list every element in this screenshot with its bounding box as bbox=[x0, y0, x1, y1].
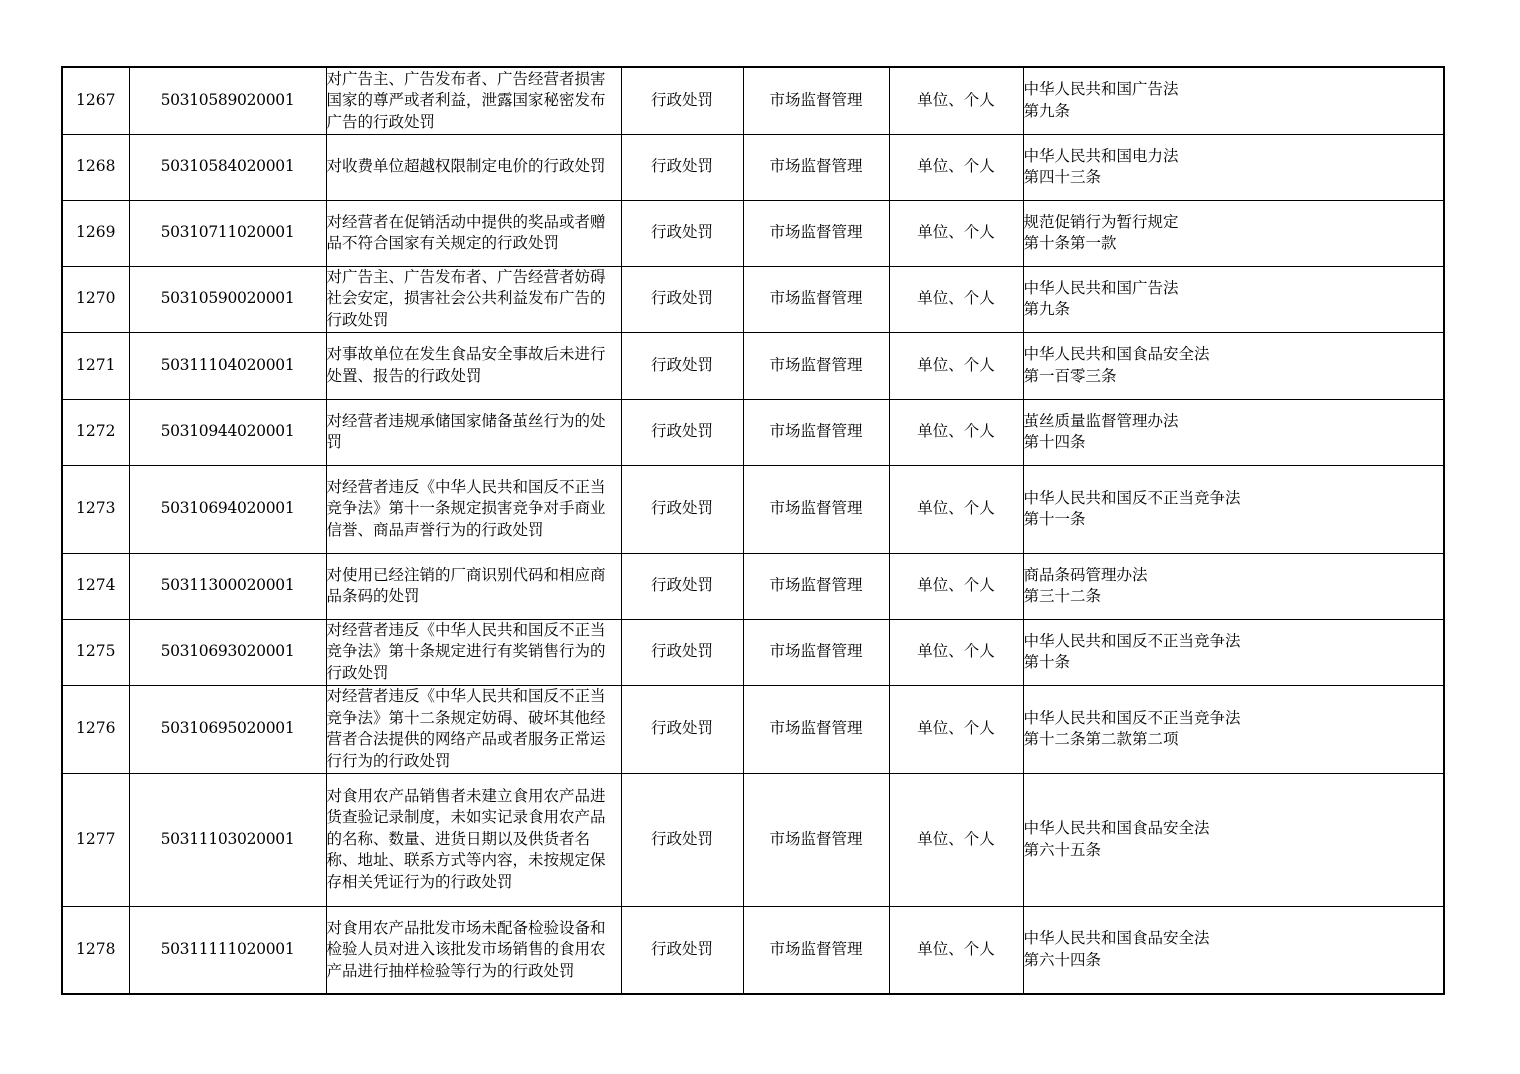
cell-sequence: 1268 bbox=[62, 134, 129, 200]
cell-department: 市场监督管理 bbox=[743, 685, 889, 773]
law-name: 中华人民共和国食品安全法 bbox=[1023, 929, 1210, 948]
cell-target-object: 单位、个人 bbox=[889, 685, 1023, 773]
cell-department: 市场监督管理 bbox=[743, 465, 889, 553]
law-name: 中华人民共和国广告法 bbox=[1023, 80, 1179, 99]
cell-item-type: 行政处罚 bbox=[621, 906, 743, 994]
cell-target-object: 单位、个人 bbox=[889, 332, 1023, 399]
cell-sequence: 1267 bbox=[62, 67, 129, 134]
law-name: 商品条码管理办法 bbox=[1023, 565, 1148, 584]
cell-target-object: 单位、个人 bbox=[889, 619, 1023, 685]
cell-target-object: 单位、个人 bbox=[889, 553, 1023, 619]
cell-legal-basis bbox=[1023, 67, 1444, 134]
law-article: 第十条第一款 bbox=[1023, 234, 1117, 252]
law-article: 第六十五条 bbox=[1023, 840, 1102, 859]
cell-item-name: 对经营者在促销活动中提供的奖品或者赠品不符合国家有关规定的行政处罚 bbox=[326, 200, 621, 266]
cell-legal-basis bbox=[1023, 773, 1444, 906]
cell-item-code: 50310711020001 bbox=[129, 200, 326, 266]
cell-department: 市场监督管理 bbox=[743, 906, 889, 994]
law-article: 第十一条 bbox=[1023, 510, 1086, 528]
cell-department: 市场监督管理 bbox=[743, 332, 889, 399]
cell-item-name: 对食用农产品销售者未建立食用农产品进货查验记录制度，未如实记录食用农产品的名称、数量、进货日期以及供货者名称、地址、联系方式等内容，未按规定保存相关凭证行为的行政处罚 bbox=[326, 773, 621, 906]
law-name: 中华人民共和国广告法 bbox=[1023, 278, 1179, 297]
cell-department: 市场监督管理 bbox=[743, 200, 889, 266]
cell-item-name: 对收费单位超越权限制定电价的行政处罚 bbox=[326, 134, 621, 200]
law-article: 第九条 bbox=[1023, 300, 1071, 318]
cell-department: 市场监督管理 bbox=[743, 134, 889, 200]
cell-item-type: 行政处罚 bbox=[621, 134, 743, 200]
cell-item-name: 对经营者违规承储国家储备茧丝行为的处罚 bbox=[326, 399, 621, 465]
table-row bbox=[62, 67, 1444, 134]
cell-item-type: 行政处罚 bbox=[621, 619, 743, 685]
law-name: 茧丝质量监督管理办法 bbox=[1023, 411, 1179, 430]
cell-item-code: 50311103020001 bbox=[129, 773, 326, 906]
cell-item-type: 行政处罚 bbox=[621, 332, 743, 399]
cell-item-name: 对使用已经注销的厂商识别代码和相应商品条码的处罚 bbox=[326, 553, 621, 619]
cell-target-object: 单位、个人 bbox=[889, 266, 1023, 332]
cell-legal-basis bbox=[1023, 134, 1444, 200]
cell-item-code: 50310695020001 bbox=[129, 685, 326, 773]
cell-item-code: 50310694020001 bbox=[129, 465, 326, 553]
cell-target-object: 单位、个人 bbox=[889, 134, 1023, 200]
table-row bbox=[62, 399, 1444, 465]
cell-legal-basis bbox=[1023, 266, 1444, 332]
cell-item-code: 50310584020001 bbox=[129, 134, 326, 200]
cell-item-type: 行政处罚 bbox=[621, 266, 743, 332]
cell-department: 市场监督管理 bbox=[743, 67, 889, 134]
cell-item-code: 50310589020001 bbox=[129, 67, 326, 134]
cell-item-code: 50311300020001 bbox=[129, 553, 326, 619]
law-name: 中华人民共和国反不正当竞争法 bbox=[1023, 708, 1241, 727]
cell-item-type: 行政处罚 bbox=[621, 399, 743, 465]
cell-legal-basis bbox=[1023, 906, 1444, 994]
cell-sequence: 1275 bbox=[62, 619, 129, 685]
cell-item-name: 对经营者违反《中华人民共和国反不正当竞争法》第十二条规定妨碍、破坏其他经营者合法提供的网络产品或者服务正常运行行为的行政处罚 bbox=[326, 685, 621, 773]
cell-target-object: 单位、个人 bbox=[889, 773, 1023, 906]
law-article: 第十条 bbox=[1023, 653, 1071, 671]
law-name: 规范促销行为暂行规定 bbox=[1023, 212, 1179, 231]
cell-department: 市场监督管理 bbox=[743, 553, 889, 619]
table-row bbox=[62, 200, 1444, 266]
cell-target-object: 单位、个人 bbox=[889, 465, 1023, 553]
cell-item-type: 行政处罚 bbox=[621, 773, 743, 906]
cell-item-code: 50310693020001 bbox=[129, 619, 326, 685]
cell-item-name: 对经营者违反《中华人民共和国反不正当竞争法》第十条规定进行有奖销售行为的行政处罚 bbox=[326, 619, 621, 685]
cell-sequence: 1273 bbox=[62, 465, 129, 553]
table-row bbox=[62, 906, 1444, 994]
law-article: 第九条 bbox=[1023, 101, 1071, 120]
cell-item-code: 50311111020001 bbox=[129, 906, 326, 994]
cell-department: 市场监督管理 bbox=[743, 619, 889, 685]
cell-department: 市场监督管理 bbox=[743, 266, 889, 332]
law-article: 第十二条第二款第二项 bbox=[1023, 730, 1179, 748]
cell-sequence: 1274 bbox=[62, 553, 129, 619]
cell-item-type: 行政处罚 bbox=[621, 67, 743, 134]
cell-sequence: 1269 bbox=[62, 200, 129, 266]
cell-sequence: 1277 bbox=[62, 773, 129, 906]
cell-item-code: 50310944020001 bbox=[129, 399, 326, 465]
cell-item-name: 对事故单位在发生食品安全事故后未进行处置、报告的行政处罚 bbox=[326, 332, 621, 399]
law-article: 第一百零三条 bbox=[1023, 366, 1117, 385]
table-row bbox=[62, 553, 1444, 619]
cell-sequence: 1270 bbox=[62, 266, 129, 332]
cell-legal-basis bbox=[1023, 465, 1444, 553]
law-name: 中华人民共和国反不正当竞争法 bbox=[1023, 631, 1241, 650]
law-article: 第四十三条 bbox=[1023, 168, 1102, 186]
cell-sequence: 1271 bbox=[62, 332, 129, 399]
cell-sequence: 1278 bbox=[62, 906, 129, 994]
cell-legal-basis bbox=[1023, 619, 1444, 685]
cell-legal-basis bbox=[1023, 685, 1444, 773]
table-row bbox=[62, 773, 1444, 906]
cell-item-name: 对广告主、广告发布者、广告经营者损害国家的尊严或者利益，泄露国家秘密发布广告的行政处罚 bbox=[326, 67, 621, 134]
cell-target-object: 单位、个人 bbox=[889, 399, 1023, 465]
law-article: 第三十二条 bbox=[1023, 587, 1102, 605]
law-name: 中华人民共和国电力法 bbox=[1023, 146, 1179, 165]
cell-legal-basis bbox=[1023, 399, 1444, 465]
cell-legal-basis bbox=[1023, 200, 1444, 266]
law-name: 中华人民共和国食品安全法 bbox=[1023, 819, 1210, 837]
law-name: 中华人民共和国食品安全法 bbox=[1023, 345, 1210, 363]
cell-item-name: 对食用农产品批发市场未配备检验设备和检验人员对进入该批发市场销售的食用农产品进行抽样检验等行为的行政处罚 bbox=[326, 906, 621, 994]
cell-department: 市场监督管理 bbox=[743, 773, 889, 906]
cell-sequence: 1272 bbox=[62, 399, 129, 465]
law-article: 第六十四条 bbox=[1023, 950, 1102, 969]
law-name: 中华人民共和国反不正当竞争法 bbox=[1023, 488, 1241, 507]
cell-item-type: 行政处罚 bbox=[621, 465, 743, 553]
cell-item-type: 行政处罚 bbox=[621, 685, 743, 773]
table-body bbox=[62, 67, 1444, 994]
cell-item-name: 对经营者违反《中华人民共和国反不正当竞争法》第十一条规定损害竞争对手商业信誉、商品声誉行为的行政处罚 bbox=[326, 465, 621, 553]
table-row bbox=[62, 332, 1444, 399]
cell-department: 市场监督管理 bbox=[743, 399, 889, 465]
cell-target-object: 单位、个人 bbox=[889, 67, 1023, 134]
law-article: 第十四条 bbox=[1023, 433, 1086, 451]
cell-legal-basis bbox=[1023, 332, 1444, 399]
cell-target-object: 单位、个人 bbox=[889, 906, 1023, 994]
cell-legal-basis bbox=[1023, 553, 1444, 619]
penalty-items-table bbox=[61, 66, 1445, 995]
cell-target-object: 单位、个人 bbox=[889, 200, 1023, 266]
cell-item-code: 50311104020001 bbox=[129, 332, 326, 399]
table-row bbox=[62, 619, 1444, 685]
table-row bbox=[62, 685, 1444, 773]
cell-item-type: 行政处罚 bbox=[621, 553, 743, 619]
table-row bbox=[62, 266, 1444, 332]
table-row bbox=[62, 134, 1444, 200]
cell-item-type: 行政处罚 bbox=[621, 200, 743, 266]
table-row bbox=[62, 465, 1444, 553]
cell-item-code: 50310590020001 bbox=[129, 266, 326, 332]
cell-item-name: 对广告主、广告发布者、广告经营者妨碍社会安定，损害社会公共利益发布广告的行政处罚 bbox=[326, 266, 621, 332]
cell-sequence: 1276 bbox=[62, 685, 129, 773]
